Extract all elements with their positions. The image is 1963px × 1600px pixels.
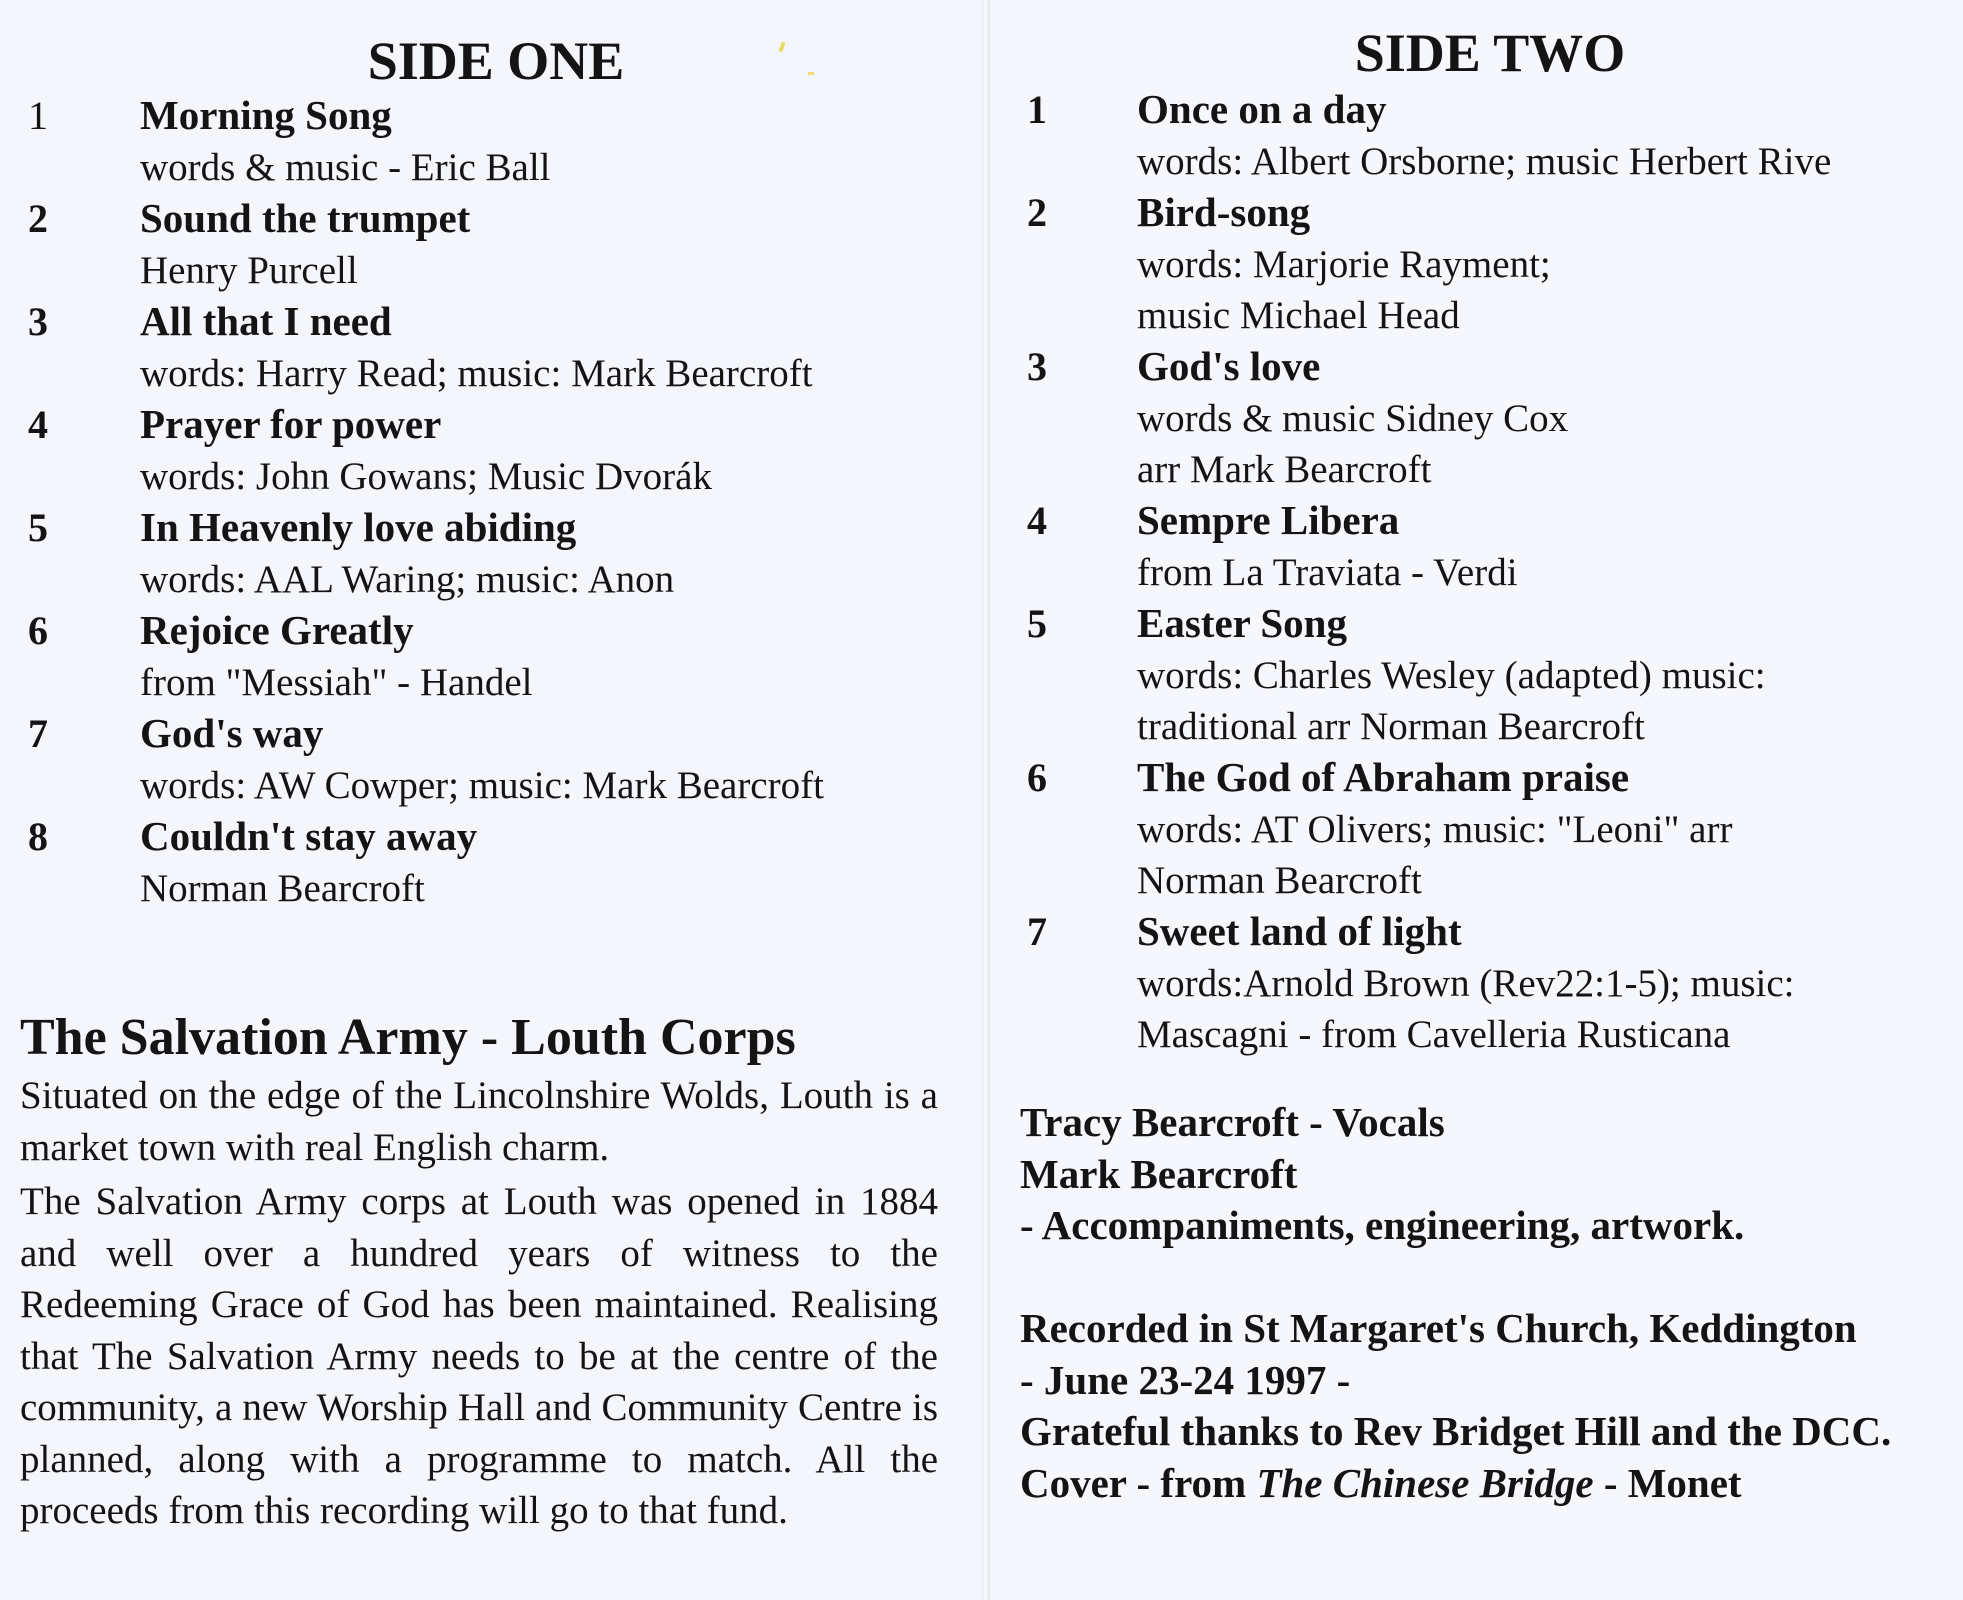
corps-paragraph-1: Situated on the edge of the Lincolnshire Wolds, Louth is a market town with real English charm. (20, 1074, 938, 1169)
track-credit: from "Messiah" - Handel (140, 660, 533, 704)
track-credit: words: Albert Orsborne; music Herbert Rive (1137, 139, 1832, 183)
recording-date: - June 23-24 1997 - (1020, 1356, 1351, 1403)
track-title: All that I need (140, 298, 392, 344)
track-number: 3 (28, 299, 48, 344)
track-number: 1 (28, 93, 48, 138)
track-number: 5 (1027, 601, 1047, 646)
track-credit: words: AW Cowper; music: Mark Bearcroft (140, 763, 824, 807)
side-two-heading: SIDE TWO (1354, 23, 1626, 83)
track-title: God's love (1137, 343, 1321, 389)
track-number: 7 (1027, 909, 1047, 954)
corps-paragraph-2: The Salvation Army corps at Louth was opened in 1884 and well over a hundred years of witness to the Redeeming Grace of God has been maintained. Realising that The Salvation Army needs to be at the centre of the community, a new Worship Hall and Community Centre is planned, along with a programme to match. All the proceeds from this recording will go to that fund. (20, 1180, 938, 1532)
track-title: In Heavenly love abiding (140, 504, 577, 550)
track-credit: words: AT Olivers; music: "Leoni" arr (1137, 807, 1733, 851)
track-credit: arr Mark Bearcroft (1137, 448, 1432, 491)
track-title: The God of Abraham praise (1137, 754, 1630, 800)
credits-block (1020, 1097, 1950, 1252)
side-one-heading: SIDE ONE (367, 31, 625, 91)
performer-accompanist-role: - Accompaniments, engineering, artwork. (1020, 1202, 1745, 1248)
track-title: Prayer for power (140, 401, 442, 447)
track-title: Sempre Libera (1137, 497, 1400, 543)
track-credit: music Michael Head (1137, 294, 1460, 337)
performer-accompanist: Mark Bearcroft (1020, 1150, 1298, 1197)
track-number: 6 (28, 608, 48, 653)
track-number: 4 (28, 402, 48, 447)
track-title: Sound the trumpet (140, 195, 471, 241)
track-credit: words: AAL Waring; music: Anon (140, 557, 675, 601)
track-credit: words: John Gowans; Music Dvorák (140, 454, 712, 498)
track-credit: Norman Bearcroft (140, 866, 425, 910)
track-number: 7 (28, 711, 48, 756)
track-title: Bird-song (1137, 189, 1311, 235)
cover-credit-prefix: Cover - from (1020, 1459, 1257, 1506)
track-title: Sweet land of light (1137, 908, 1462, 954)
track-credit: Henry Purcell (140, 248, 358, 292)
track-credit: words:Arnold Brown (Rev22:1-5); music: (1137, 961, 1795, 1005)
track-number: 3 (1027, 344, 1047, 389)
track-credit: words: Charles Wesley (adapted) music: (1137, 653, 1766, 697)
recording-location: Recorded in St Margaret's Church, Keddington (1020, 1305, 1857, 1351)
track-number: 2 (1027, 190, 1047, 235)
track-number: 8 (28, 814, 48, 859)
track-credit: words: Harry Read; music: Mark Bearcroft (140, 351, 813, 395)
track-credit: words: Marjorie Rayment; (1137, 242, 1551, 286)
track-credit: from La Traviata - Verdi (1137, 550, 1518, 594)
track-number: 5 (28, 505, 48, 550)
track-credit: Norman Bearcroft (1137, 859, 1422, 902)
track-credit: Mascagni - from Cavelleria Rusticana (1137, 1013, 1731, 1056)
track-number: 6 (1027, 755, 1047, 800)
track-credit: words & music Sidney Cox (1137, 396, 1569, 440)
performer-vocals: Tracy Bearcroft - Vocals (1020, 1099, 1445, 1145)
track-title: God's way (140, 710, 324, 756)
track-title: Easter Song (1137, 600, 1347, 646)
track-title: Morning Song (140, 92, 392, 138)
track-number: 1 (1027, 87, 1047, 132)
track-credit: words & music - Eric Ball (140, 145, 551, 189)
track-number: 4 (1027, 498, 1047, 543)
cover-credit (1020, 1458, 1950, 1510)
corps-heading: The Salvation Army - Louth Corps (20, 1009, 796, 1066)
track-number: 2 (28, 196, 48, 241)
cover-credit-title: The Chinese Bridge (1256, 1459, 1594, 1506)
recording-info (1020, 1303, 1950, 1509)
track-title: Rejoice Greatly (140, 607, 414, 653)
thanks-line: Grateful thanks to Rev Bridget Hill and the DCC. (1020, 1408, 1892, 1454)
corps-description (20, 1070, 938, 1537)
cover-credit-suffix: - Monet (1593, 1459, 1742, 1506)
track-title: Couldn't stay away (140, 813, 478, 859)
page-fold (982, 0, 990, 1600)
track-credit: traditional arr Norman Bearcroft (1137, 705, 1645, 748)
track-title: Once on a day (1137, 86, 1387, 132)
